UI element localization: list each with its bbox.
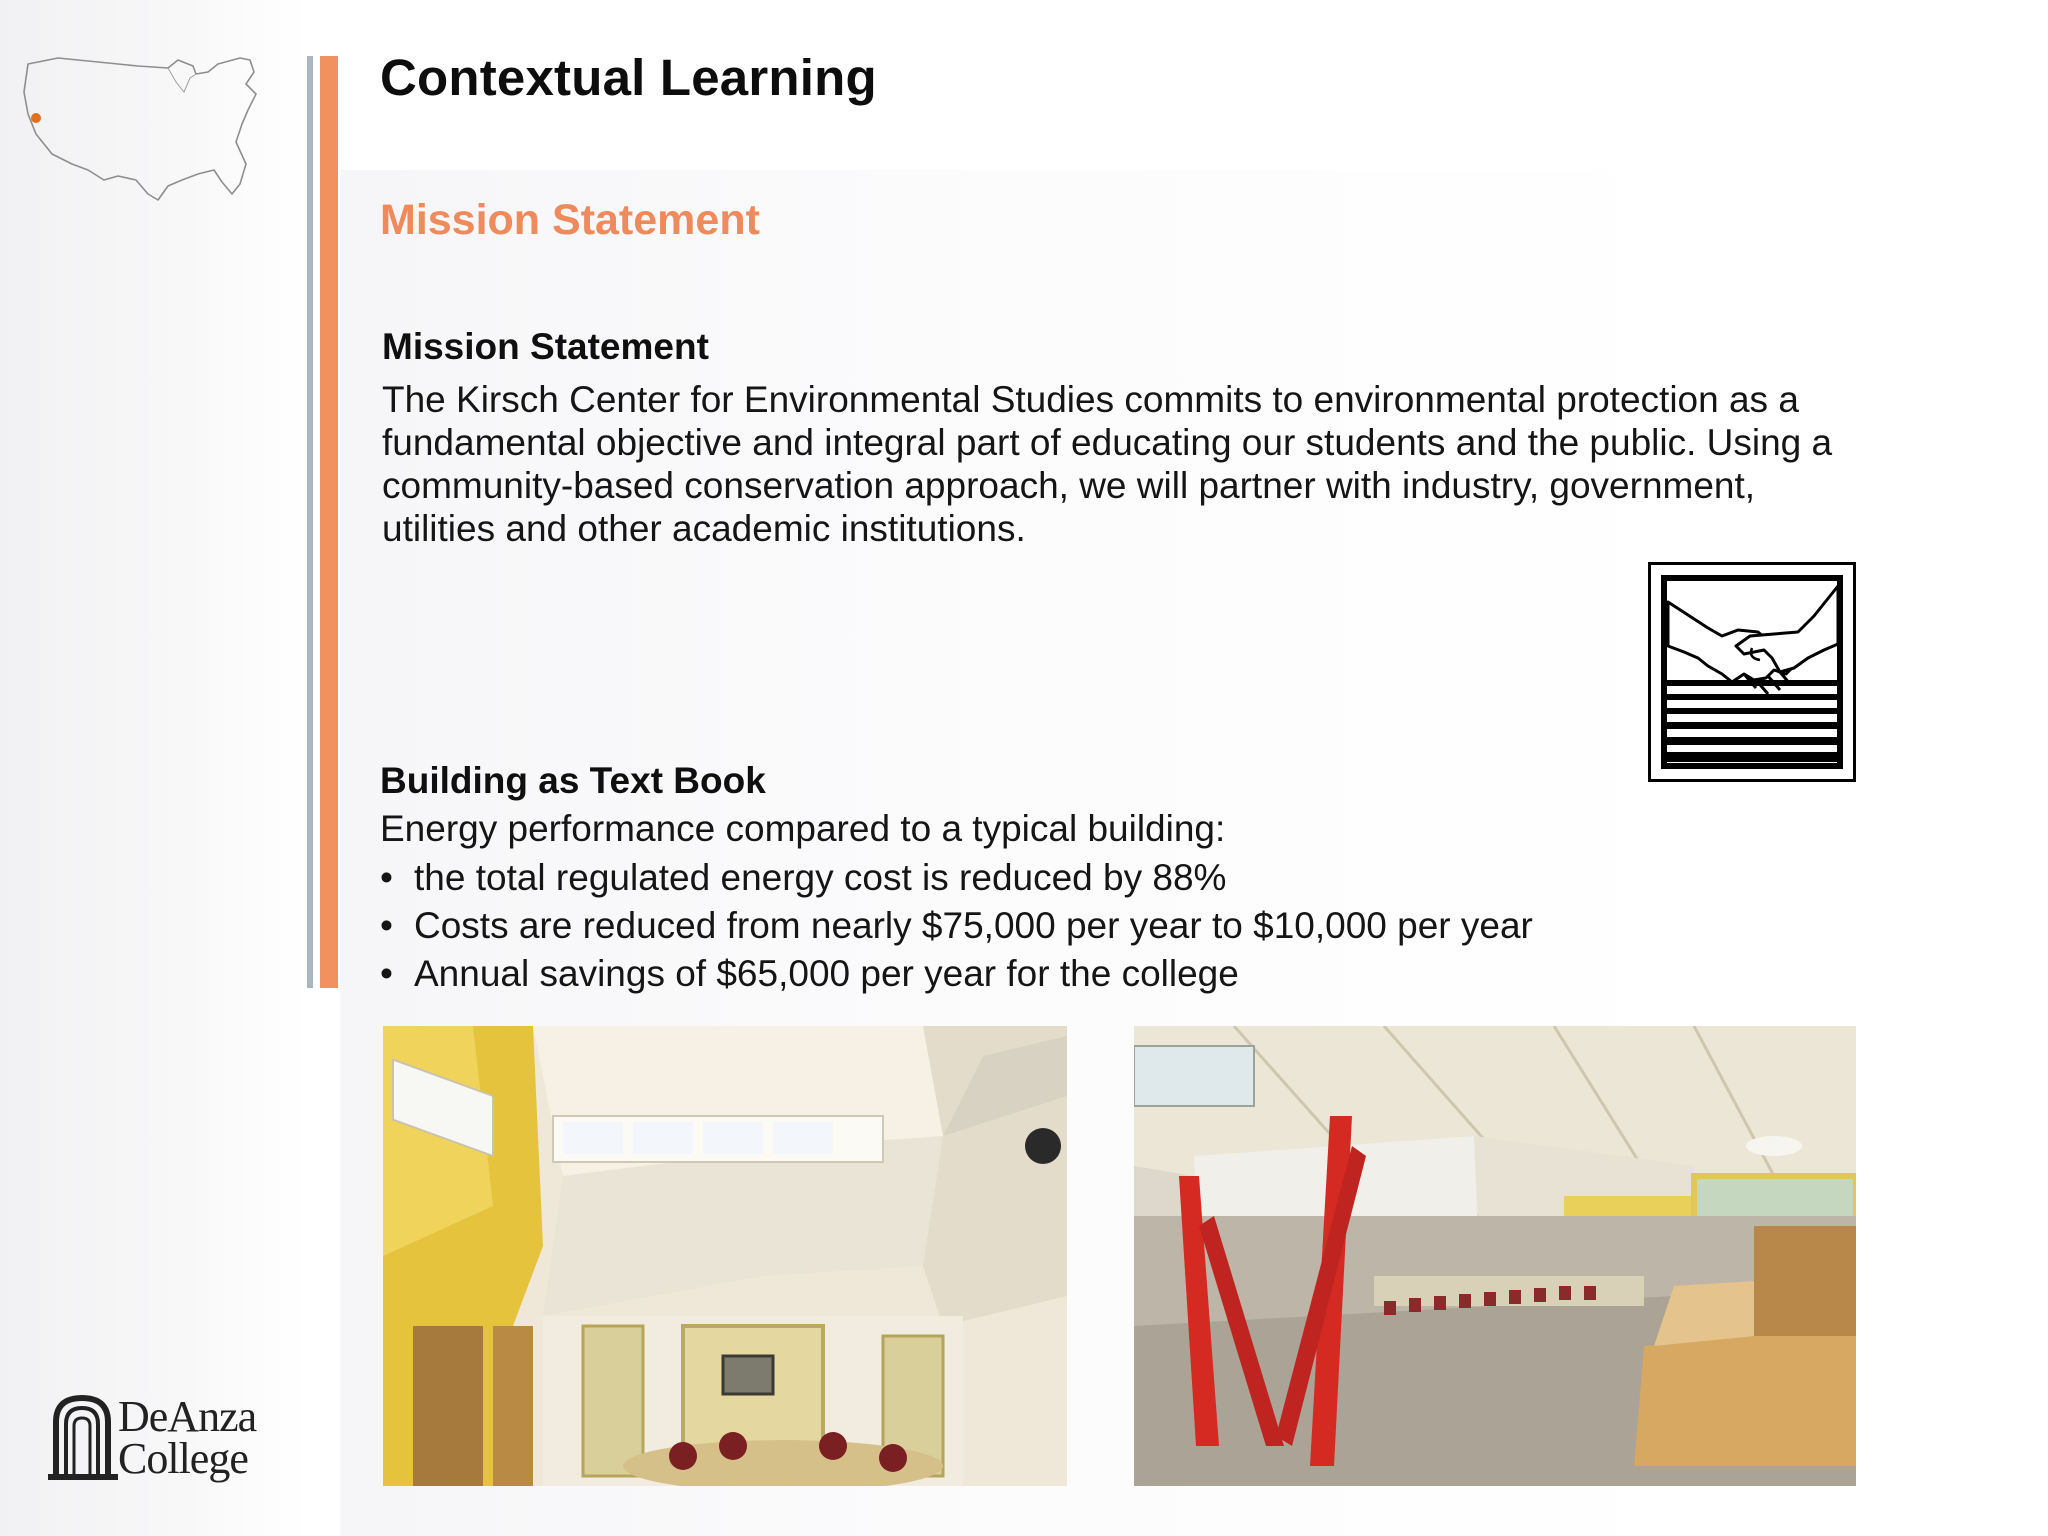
left-panel: [0, 0, 308, 1536]
building-heading: Building as Text Book: [380, 760, 766, 801]
arch-logo-icon: [48, 1392, 118, 1482]
bullet-icon: •: [380, 953, 393, 994]
list-item: [380, 950, 1533, 998]
list-item: [380, 854, 1533, 902]
interior-photo-red-columns: [1134, 1026, 1856, 1486]
bullet-text: Costs are reduced from nearly $75,000 per year to $10,000 per year: [414, 905, 1533, 946]
bullet-text: Annual savings of $65,000 per year for the college: [414, 953, 1239, 994]
handshake-icon: [1648, 562, 1856, 782]
mission-heading: Mission Statement: [382, 326, 709, 367]
vertical-rule-orange: [320, 56, 338, 988]
bullet-icon: •: [380, 857, 393, 898]
slide-subtitle: Mission Statement: [380, 196, 760, 244]
bullet-icon: •: [380, 905, 393, 946]
list-item: [380, 902, 1533, 950]
logo-line-1: DeAnza: [118, 1392, 257, 1441]
deanza-college-logo: [48, 1392, 298, 1492]
interior-photo-atrium: [383, 1026, 1067, 1486]
us-map-icon: [18, 52, 268, 212]
bullet-text: the total regulated energy cost is reduced by 88%: [414, 857, 1227, 898]
energy-bullet-list: [380, 854, 1533, 998]
logo-line-2: College: [118, 1434, 248, 1483]
logo-text: [118, 1392, 257, 1483]
slide-title: Contextual Learning: [380, 49, 877, 106]
mission-body: The Kirsch Center for Environmental Studies commits to environmental protection as a fundamental objective and integral part of educating our students and the public. Using a community-based conservation approach, we will partner with industry, government, utilities and other academic institutions.: [382, 379, 1833, 549]
building-intro: Energy performance compared to a typical building:: [380, 808, 1226, 849]
vertical-rule-gray: [307, 56, 313, 988]
